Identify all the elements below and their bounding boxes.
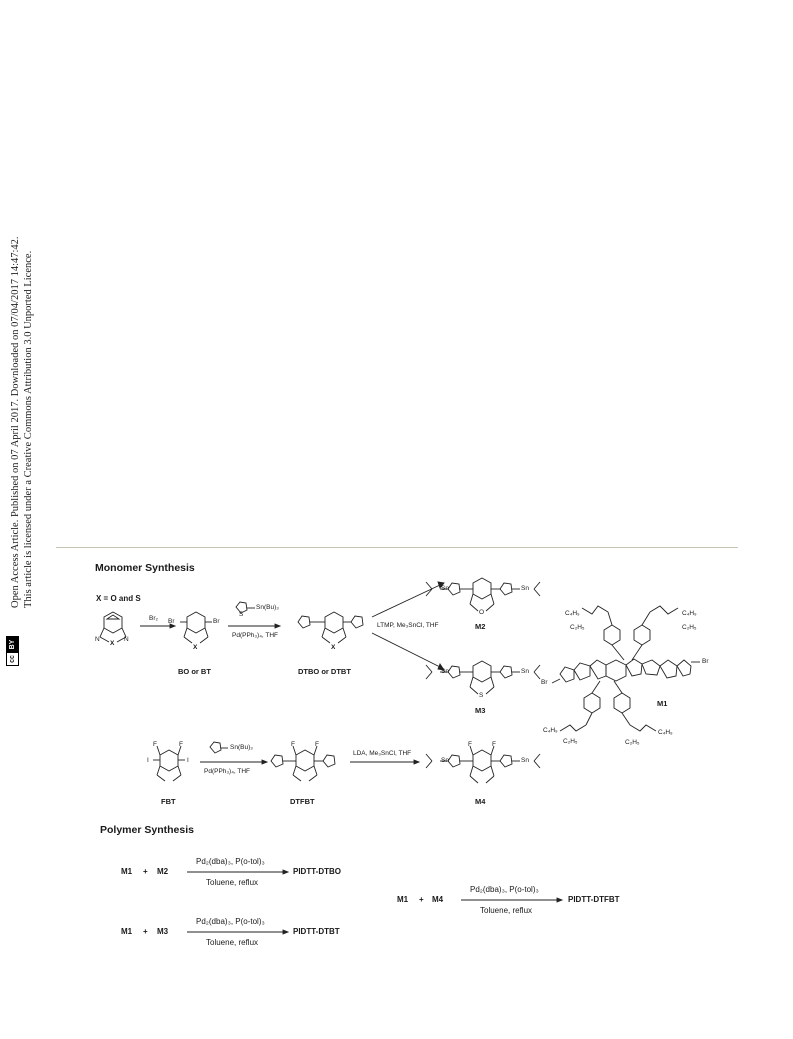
m3-structure (426, 661, 540, 694)
arrow-to-m3 (372, 633, 440, 667)
rxn2-monomer-b: M3 (157, 927, 169, 936)
atom-sn-m4-right: Sn (521, 757, 529, 764)
rxn3-monomer-a: M1 (397, 895, 409, 904)
lda-condition: LDA, Me₃SnCl, THF (353, 750, 412, 757)
rxn2-catalyst: Pd₂(dba)₃, P(o-tol)₃ (196, 917, 265, 926)
atom-x-dtbx: X (331, 644, 336, 651)
x-definition: X = O and S (96, 594, 141, 603)
rxn1-catalyst: Pd₂(dba)₃, P(o-tol)₃ (196, 857, 265, 866)
ltmp-condition: LTMP, Me₃SnCl, THF (377, 622, 439, 629)
m1-c2h5-bl: C₂H₅ (563, 738, 578, 745)
atom-sn-m2-right: Sn (521, 585, 529, 592)
by-icon: BY (7, 637, 18, 652)
m1-c4h9-tr: C₄H₉ (682, 610, 697, 617)
m1-c2h5-br: C₂H₅ (625, 739, 640, 746)
atom-x-bo: X (193, 644, 198, 651)
label-dtbo-dtbt: DTBO or DTBT (298, 667, 351, 676)
m1-c2h5-tr: C₂H₅ (682, 624, 697, 631)
br2-condition: Br₂ (149, 615, 159, 622)
rxn1-monomer-b: M2 (157, 867, 169, 876)
polymer-synthesis-heading: Polymer Synthesis (100, 824, 194, 836)
atom-f-dtfbt-left: F (291, 741, 295, 748)
atom-br-left: Br (168, 618, 175, 625)
m1-c4h9-br: C₄H₉ (658, 729, 673, 736)
pd-thf-condition-2: Pd(PPh₃)₄, THF (204, 768, 250, 775)
atom-f-fbt-left: F (153, 741, 157, 748)
dtbx-structure (298, 612, 363, 643)
atom-n-right: N (124, 636, 129, 643)
atom-f-m4-left: F (468, 741, 472, 748)
label-bo-bt: BO or BT (178, 667, 211, 676)
atom-s-reagent: S (239, 611, 244, 618)
label-m2: M2 (475, 622, 486, 631)
rxn1-plus: + (143, 867, 148, 876)
thienyl-stannane-2 (210, 742, 228, 753)
atom-br-right: Br (213, 618, 220, 625)
rxn2-plus: + (143, 927, 148, 936)
cc-icon: cc (7, 652, 18, 665)
atom-s-m3: S (479, 692, 484, 699)
m1-br-left: Br (541, 679, 548, 686)
fbt-structure (153, 746, 185, 781)
publication-notice: Open Access Article. Published on 07 April 2017. Downloaded on 07/04/2017 14:47:42. (10, 236, 21, 608)
bx-structure (100, 612, 126, 642)
label-m3: M3 (475, 706, 486, 715)
label-m1: M1 (657, 699, 668, 708)
rxn3-monomer-b: M4 (432, 895, 444, 904)
atom-f-fbt-right: F (179, 741, 183, 748)
rxn3-product: PIDTT-DTFBT (568, 895, 620, 904)
arrow-to-m2 (372, 585, 440, 617)
m1-c2h5-tl: C₂H₅ (570, 624, 585, 631)
label-dtfbt: DTFBT (290, 797, 315, 806)
atom-f-dtfbt-right: F (315, 741, 319, 748)
m4-structure (426, 746, 540, 783)
dtfbt-structure (271, 746, 335, 781)
rxn3-plus: + (419, 895, 424, 904)
atom-n-left: N (95, 636, 100, 643)
atom-sn-m4-left: Sn (441, 757, 449, 764)
m1-c4h9-tl: C₄H₉ (565, 610, 580, 617)
rxn1-monomer-a: M1 (121, 867, 133, 876)
rxn1-solvent: Toluene, reflux (206, 878, 259, 887)
atom-sn-m2-left: Sn (441, 585, 449, 592)
pd-thf-condition: Pd(PPh₃)₄, THF (232, 632, 278, 639)
atom-f-m4-right: F (492, 741, 496, 748)
stannyl-reagent: Sn(Bu)₃ (256, 604, 279, 611)
label-m4: M4 (475, 797, 486, 806)
atom-i-left: I (147, 757, 149, 764)
m1-c4h9-bl: C₄H₉ (543, 727, 558, 734)
rxn3-solvent: Toluene, reflux (480, 906, 533, 915)
atom-sn-m3-left: Sn (441, 668, 449, 675)
atom-o-m2: O (479, 609, 485, 616)
bo-bt-structure (180, 612, 212, 643)
rxn1-product: PIDTT-DTBO (293, 867, 341, 876)
monomer-synthesis-heading: Monomer Synthesis (95, 562, 195, 574)
atom-sn-m3-right: Sn (521, 668, 529, 675)
rxn2-monomer-a: M1 (121, 927, 133, 936)
rxn3-catalyst: Pd₂(dba)₃, P(o-tol)₃ (470, 885, 539, 894)
license-notice[interactable]: This article is licensed under a Creative Commons Attribution 3.0 Unported Licence. (23, 250, 34, 608)
m1-br-right: Br (702, 658, 709, 665)
atom-x: X (110, 640, 115, 647)
label-fbt: FBT (161, 797, 176, 806)
rxn2-solvent: Toluene, reflux (206, 938, 259, 947)
stannyl-reagent-2: Sn(Bu)₃ (230, 744, 253, 751)
atom-i-right: I (187, 757, 189, 764)
rxn2-product: PIDTT-DTBT (293, 927, 340, 936)
